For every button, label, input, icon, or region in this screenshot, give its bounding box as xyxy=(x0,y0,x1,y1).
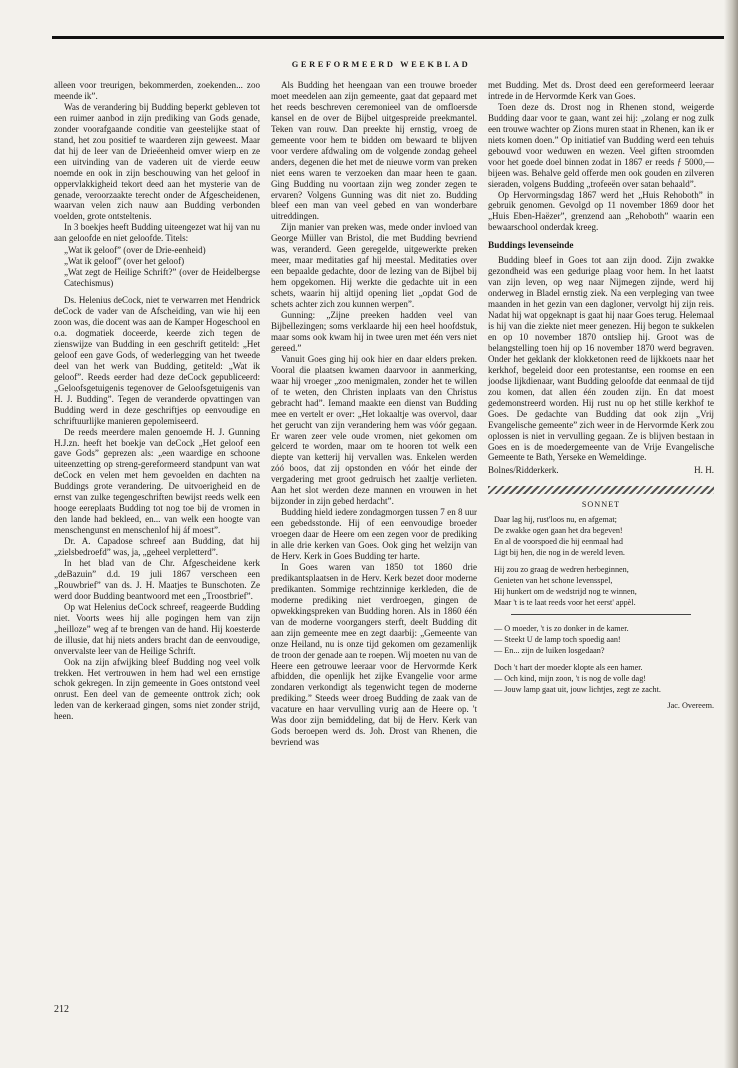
column-2 xyxy=(271,80,477,748)
paragraph: Ook na zijn afwijking bleef Budding nog veel volk trekken. Het vertrouwen in hem had wel een ernstige schok gekregen. In zijn gemeente in Goes ontstond veel onrust. Een deel van de gemeente onttrok zich; ook leden van de kerkeraad gingen, soms niet zonder strijd, heen. xyxy=(54,656,260,722)
poem-line: — Jouw lamp gaat uit, jouw lichtjes, zegt ze zacht. xyxy=(494,685,661,695)
poem-stanza xyxy=(494,514,714,558)
paragraph: Gunning: „Zijne preeken hadden veel van Bijbellezingen; soms verklaarde hij een heel hoofdstuk, maar soms ook kwam hij in twee uren met één vers niet gereed.” xyxy=(271,310,477,353)
paragraph: alleen voor treurigen, bekommerden, zoekenden... zoo meende ik”. xyxy=(54,80,260,101)
paragraph: Ds. Helenius deCock, niet te verwarren met Hendrick deCock de vader van de Afscheiding, van wie hij een zoon was, die docent was aan de Kamper Hogeschool en o.a. dogmatiek doceerde, keerde zich tegen de zienswijze van Budding in een geschrift getiteld: „Het geloof een gave Gods, of wederlegging van het tweede deel van het werk van Budding, getiteld: „Wat ik geloof”. Reeds eerder had deze deCock gepubliceerd: „Geloofsgetuigenis tegenover de Geloofsgetuigenis van H. J. Budding”. Tegen de veranderde opvattingen van Budding werd in deze geschriftjes op eenvoudige en schriftuurlijke manieren gepolemiseerd. xyxy=(54,295,260,426)
poem-line: — Steekt U de lamp toch spoedig aan! xyxy=(494,635,621,645)
paragraph: Toen deze ds. Drost nog in Rhenen stond, weigerde Budding daar voor te gaan, want zei hij: „zolang er nog zulk een trouwe wachter op Zions muren staat in Rhenen, kan ik er niets komen doen.” Op initiatief van Budding werd een tehuis gebouwd voor weduwen en wezen. Veel giften stroomden voor het goede doel binnen zodat in 1867 er reeds ƒ 5000,— bijeen was. Behalve geld offerde men ook gouden en zilveren sieraden, volgens Budding „trofeeën over satan behaald”. xyxy=(488,101,714,189)
paragraph: Dr. A. Capadose schreef aan Budding, dat hij „zielsbedroefd” was, ja, „geheel verpletterd”. xyxy=(54,536,260,558)
paragraph: In 3 boekjes heeft Budding uiteengezet wat hij van nu aan geloofde en niet geloofde. Titels: xyxy=(54,222,260,244)
poem-author: Jac. Overeem. xyxy=(667,701,714,711)
poem-stanza xyxy=(494,662,714,695)
poem-line: De zwakke ogen gaan het dra begeven! xyxy=(494,526,623,536)
poem-line: Genieten van het schone levensspel, xyxy=(494,576,613,586)
section-heading: Buddings levenseinde xyxy=(488,241,574,252)
poem-line: En al de voorspoed die hij eenmaal had xyxy=(494,537,623,547)
poem-title: SONNET xyxy=(581,500,621,510)
paragraph: met Budding. Met ds. Drost deed een gereformeerd leeraar intrede in de Hervormde Kerk van Goes. xyxy=(488,80,714,101)
paragraph: Op Hervormingsdag 1867 werd het „Huis Rehoboth” in gebruik genomen. Gevolgd op 11 november 1869 door het „Huis Eben-Haëzer”, grenzend aan „Rehoboth” waarin een bewaarschool onderdak kreeg. xyxy=(488,189,714,233)
paragraph: Was de verandering bij Budding beperkt gebleven tot een ruimer aanbod in zijn prediking van Gods genade, zonder voorafgaande conditie van geestelijke staat of stand, het zou positief te waarderen zijn geweest. Maar dat hij de leer van de Drieëenheid omver wierp en ze een uitvinding van de vaderen uit de vierde eeuw noemde en ook in zijn beschouwing van het geloof in oppervlakkigheid tekort deed aan het mysterie van de genade, veroorzaakte terecht onder de Afgescheidenen, waarvan velen zich nauw aan Budding verbonden voelden, grote ontsteltenis. xyxy=(54,101,260,222)
paragraph: Als Budding het heengaan van een trouwe broeder moet meedelen aan zijn gemeente, gaat dat gepaard met het reeds beschreven ceremonieel van de omfloersde kansel en de over de Bijbel uitgespreide preekmantel. Teken van rouw. Dan preekte hij ernstig, vroeg de gemeente voor hem te bidden om bewaard te blijven voor verdere afdwaling om de volgende zondag geheel anders, degenen die het met de nieuwe vorm van preken niet eens waren te verzoeken dan maar heen te gaan. Ging Budding nu voortaan zijn weg zonder zegen te ervaren? Volgens Gunning was dit niet zo. Budding bleef een man van veel gebed en van wonderbare uitreddingen. xyxy=(271,80,477,222)
book-title: „Wat ik geloof” (over het geloof) xyxy=(64,256,185,267)
paragraph: Budding bleef in Goes tot aan zijn dood. Zijn zwakke gezondheid was een gedurige plaag voor hem. In het laatst van zijn leven, op weg naar Nijmegen zijnde, werd hij onderweg in Bladel ernstig ziek. Na een verpleging van twee maanden in het gezin van een dagloner, vervolgt hij zijn reis. Nadat hij wat opgeknapt is gaat hij naar Goes terug. Helemaal is hij van die ziekte niet meer genezen. Hij begon te sukkelen en op 10 november 1870 ontsliep hij. Groot was de belangstelling toen hij op 16 november 1870 werd begraven. Onder het geklank der klokketonen reed de lijkkoets naar het kerkhof, begeleid door een protestantse, een roomse en een joodse lijkdienaar, want Budding geloofde dat eenmaal de tijd zou komen, dat allen één zouden zijn. En dat moest gedemonstreerd worden. Hij rust nu op het stille kerkhof te Goes. De gedachte van Budding dat ook zijn „Vrij Evangelische gemeente” zich weer in de Hervormde Kerk zou oplossen is niet in vervulling gegaan. Ze is blijven bestaan in Goes en is de moedergemeente van de Vrije Evangelische Gemeente te Bath, Yerseke en Wemeldinge. xyxy=(488,255,714,463)
top-rule xyxy=(52,36,738,39)
poem-line: Daar lag hij, rust'loos nu, en afgemat; xyxy=(494,515,617,525)
poem-line: Doch 't hart der moeder klopte als een hamer. xyxy=(494,663,643,673)
page-edge-shadow xyxy=(724,0,738,1068)
paragraph: Vanuit Goes ging hij ook hier en daar elders preken. Vooral die plaatsen kwamen daarvoor in aanmerking, waar hij vroeger „zoo menigmalen, zonder het te willen of te weten, den Christen inplaats van den Christus gebracht had”. Iemand maakte een dienst van Budding mee en vertelt er over: „Het lokaaltje was overvol, daar het gerucht van zijn verandering hem was vóór gegaan. Er waren zeer vele oude vromen, niet gekomen om gelcerd te worden, maar om te hooren tot welk een diepte van ketterij hij vervallen was. Enkelen werden zóó boos, dat zij opstonden en vóór het einde der vergadering met groot gedruisch het zaaltje verlieten. Aan het slot werden deze mannen en vrouwen in het bijzonder in zijn gebed herdacht”. xyxy=(271,353,477,507)
poem-line: — Och kind, mijn zoon, 't is nog de volle dag! xyxy=(494,674,647,684)
page-header: GEREFORMEERD WEEKBLAD xyxy=(291,60,471,69)
poem-stanza xyxy=(494,623,714,656)
poem-line: — En... zijn de luiken losgedaan? xyxy=(494,646,605,656)
poem-line: — O moeder, 't is zo donker in de kamer. xyxy=(494,624,629,634)
poem-line: Maar 't is te laat reeds voor het eerst' appèl. xyxy=(494,598,636,608)
book-title: „Wat ik geloof” (over de Drie-eenheid) xyxy=(64,245,206,256)
column-1 xyxy=(54,80,260,722)
poem-line: Ligt bij hen, die nog in de wereld leven. xyxy=(494,548,625,558)
poem-stanza xyxy=(494,564,714,608)
signature-initials: H. H. xyxy=(694,465,714,476)
poem-line: Hij hunkert om de wedstrijd nog te winnen, xyxy=(494,587,637,597)
paragraph: De reeds meerdere malen genoemde H. J. Gunning H.J.zn. heeft het boekje van deCock „Het geloof een gave Gods” geprezen als: „een waardige en schoone uiteenzetting op streng-gereformeerd standpunt van wat deCock en velen met hem gevoelden en dachten na Buddings grote verandering. De uitvoerigheid en de ernst van zulke tegengeschriften bewijst reeds welk een hooge eereplaats Budding tot nog toe bij de vromen in den lande had bekleed, en... van welk een hoogte van menschengunst en menschenlof hij áf moest”. xyxy=(54,426,260,536)
poem-rule xyxy=(511,614,691,615)
paragraph: Budding hield iedere zondagmorgen tussen 7 en 8 uur een gebedsstonde. Hij of een eenvoudige broeder vroegen daar de Heere om een zegen voor de prediking in alle drie kerken van Goes. Ook ging het welzijn van de Herv. Kerk in Goes Budding ter harte. xyxy=(271,507,477,561)
book-titles xyxy=(64,245,260,289)
paragraph: In Goes waren van 1850 tot 1860 drie predikantsplaatsen in de Herv. Kerk bezet door moderne predikanten. Sommige rechtzinnige kerkleden, die de moderne prediking niet verdroegen, gingen de opwekkingspreken van Budding horen. Als in 1860 één van de moderne voorgangers sterft, deelt Budding dit aan zijn gemeente mee en zegt daarbij: „Gemeente van onze Heiland, nu is onze tijd gekomen om gezamenlijk de troon der genade aan te roepen. Wij moeten nu van de Heere een getrouwe leeraar voor de Hervormde Kerk afbidden, die openlijk het zijke Evangelie voor arme zondaren verkondigt als tegenwicht tegen de moderne prediking.” Steeds weer droeg Budding de zaak van de vacature en haar vervulling vurig aan de Heere op. 't Was door zijn bemiddeling, dat bij de Herv. Kerk van Gods beroepen werd ds. Joh. Drost van Rhenen, die bevriend was xyxy=(271,561,477,748)
paragraph: Op wat Helenius deCock schreef, reageerde Budding niet. Voorts wees hij alle pogingen hem van zijn „heilloze” weg af te brengen van de hand. Hij koesterde de illusie, dat hij niets anders bracht dan de eenvoudige, onvervalste leer van de Heilige Schrift. xyxy=(54,601,260,656)
book-title: „Wat zegt de Heilige Schrift?” (over de Heidelbergse Catechismus) xyxy=(64,267,260,289)
column-3 xyxy=(488,80,714,712)
signature-line xyxy=(488,465,714,476)
poem-line: Hij zou zo graag de wedren herbeginnen, xyxy=(494,565,629,575)
paragraph: Zijn manier van preken was, mede onder invloed van George Müller van Bristol, die met Budding bevriend was, veranderd. Geen geregelde, uitgewerkte preken meer, maar meditaties gaf hij meestal. Meditaties over een bepaalde gedachte, door de lezing van de Bijbel bij hem opgekomen. Hij werkte die gedachte uit in een schets, waarin hij altijd opening liet „opdat God de schets achter zich zou kunnen werpen”. xyxy=(271,222,477,310)
paragraph: In het blad van de Chr. Afgescheidene kerk „deBazuin” d.d. 19 juli 1867 verscheen een „Rouwbrief” van ds. J. H. Maatjes te Bunschoten. Ze werd door Budding beantwoord met een „Troostbrief”. xyxy=(54,557,260,601)
signature-place: Bolnes/Ridderkerk. xyxy=(488,465,559,476)
decorative-divider xyxy=(488,486,714,494)
page-number: 212 xyxy=(54,1004,69,1015)
